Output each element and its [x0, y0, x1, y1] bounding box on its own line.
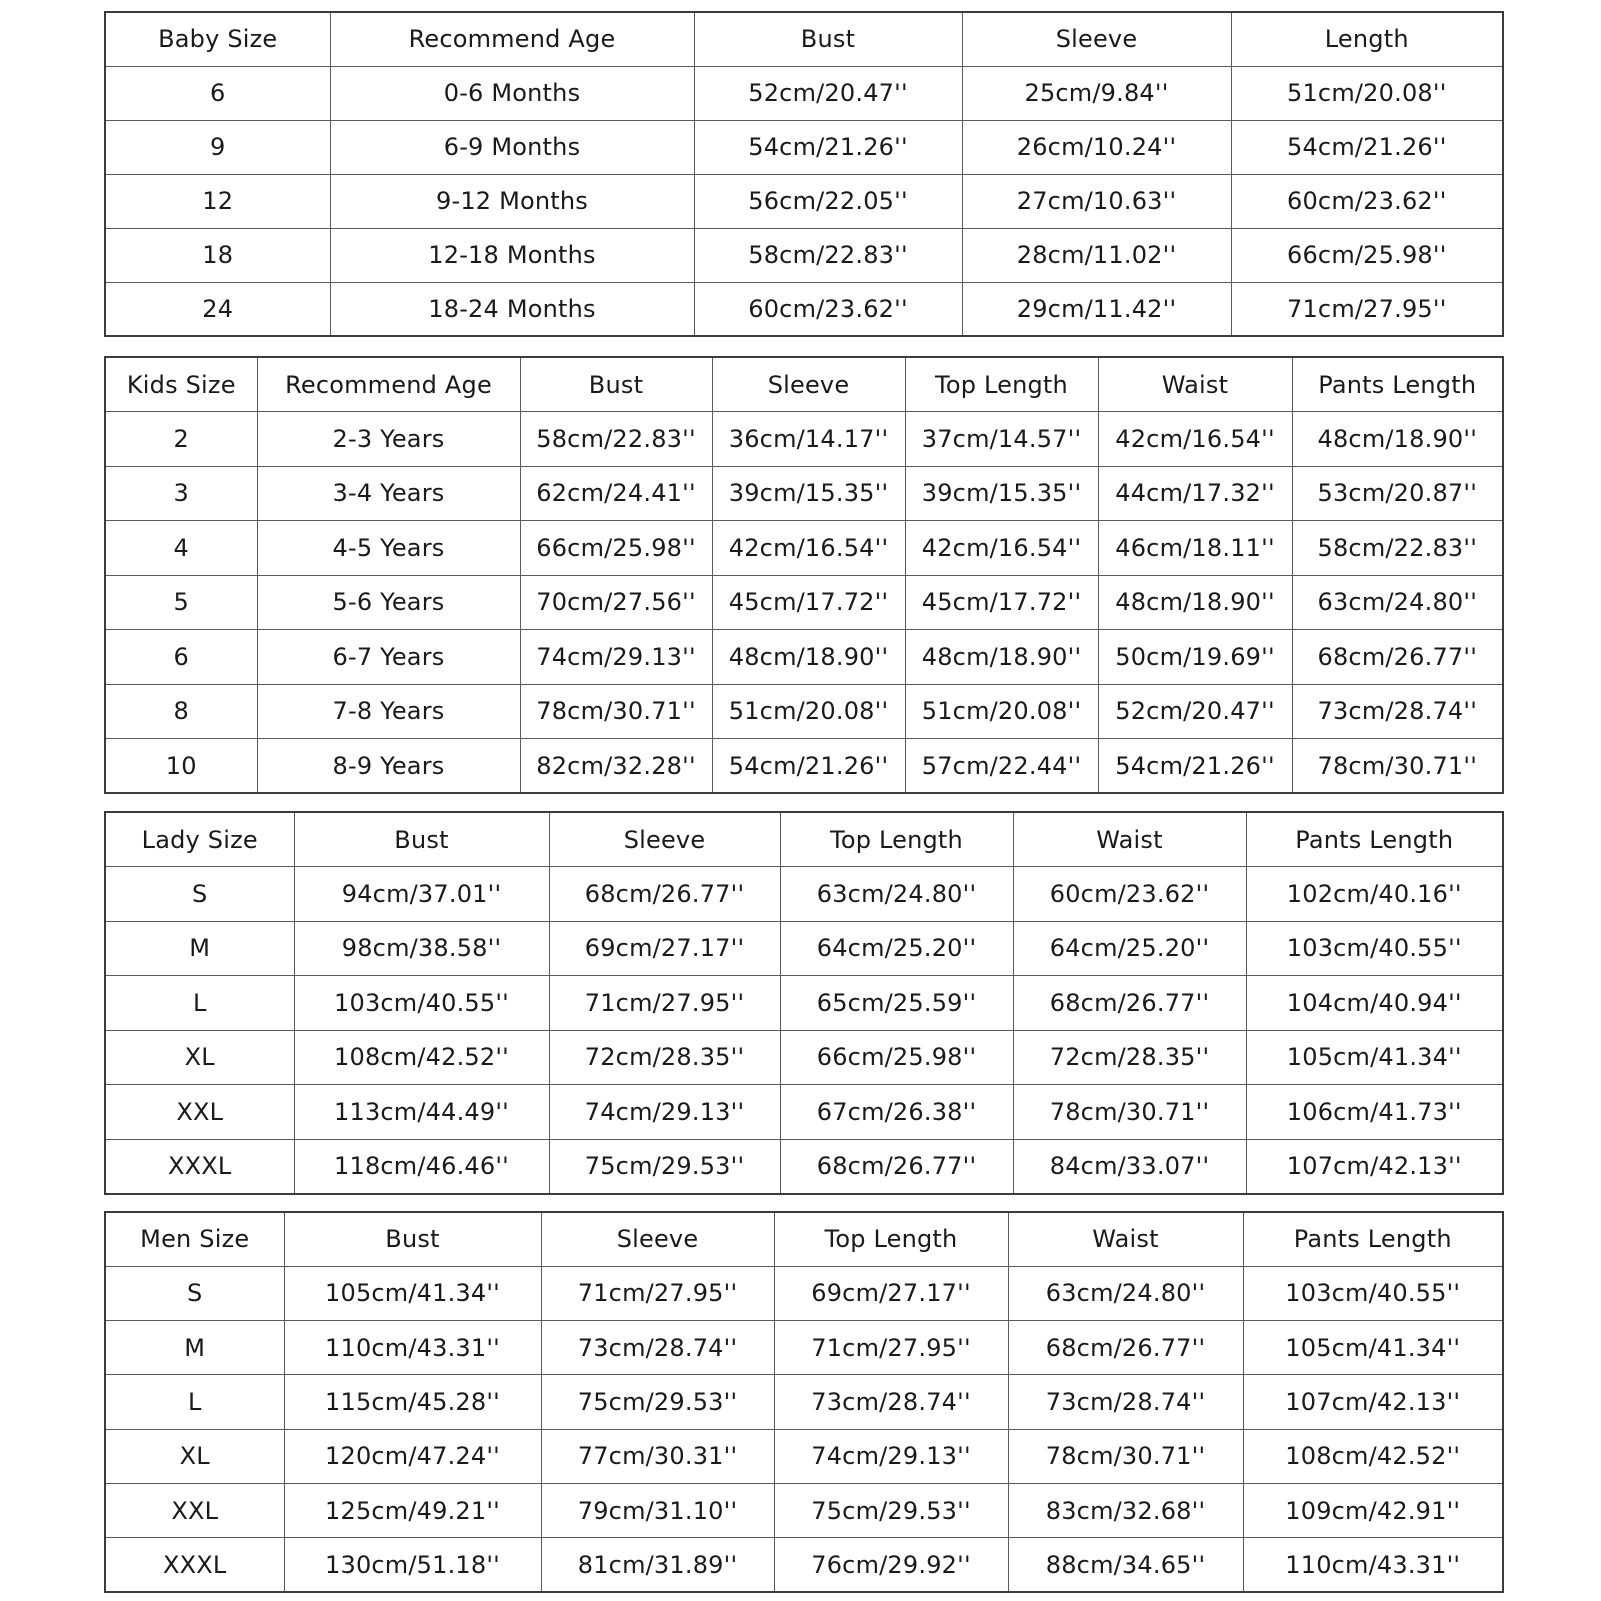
measurement-cell: 0-6 Months	[330, 66, 694, 120]
size-cell: L	[105, 1375, 284, 1429]
measurement-cell: 51cm/20.08''	[712, 684, 905, 739]
measurement-cell: 50cm/19.69''	[1098, 630, 1292, 685]
measurement-cell: 78cm/30.71''	[1008, 1429, 1243, 1483]
size-cell: 2	[105, 412, 257, 467]
table-row	[105, 282, 1503, 336]
size-cell: 6	[105, 66, 330, 120]
size-cell: 9	[105, 120, 330, 174]
measurement-cell: 102cm/40.16''	[1246, 867, 1503, 922]
table-row	[105, 739, 1503, 794]
table-row	[105, 1483, 1503, 1537]
table-row	[105, 412, 1503, 467]
lady-header-row	[105, 812, 1503, 867]
measurement-cell: 113cm/44.49''	[294, 1085, 549, 1140]
measurement-cell: 75cm/29.53''	[774, 1483, 1008, 1537]
measurement-cell: 42cm/16.54''	[712, 521, 905, 576]
size-cell: XXXL	[105, 1538, 284, 1592]
measurement-cell: 74cm/29.13''	[774, 1429, 1008, 1483]
measurement-cell: 26cm/10.24''	[962, 120, 1231, 174]
column-header: Bust	[294, 812, 549, 867]
size-cell: XL	[105, 1429, 284, 1483]
measurement-cell: 110cm/43.31''	[284, 1321, 541, 1375]
size-cell: 3	[105, 466, 257, 521]
kids-header-row	[105, 357, 1503, 412]
measurement-cell: 75cm/29.53''	[549, 1139, 780, 1194]
measurement-cell: 108cm/42.52''	[294, 1030, 549, 1085]
kids-size-table	[104, 356, 1504, 794]
measurement-cell: 27cm/10.63''	[962, 174, 1231, 228]
measurement-cell: 28cm/11.02''	[962, 228, 1231, 282]
measurement-cell: 42cm/16.54''	[1098, 412, 1292, 467]
baby-size-table	[104, 11, 1504, 337]
measurement-cell: 106cm/41.73''	[1246, 1085, 1503, 1140]
measurement-cell: 78cm/30.71''	[520, 684, 712, 739]
table-row	[105, 1429, 1503, 1483]
measurement-cell: 58cm/22.83''	[1292, 521, 1503, 576]
measurement-cell: 51cm/20.08''	[1231, 66, 1503, 120]
measurement-cell: 48cm/18.90''	[1292, 412, 1503, 467]
table-row	[105, 684, 1503, 739]
measurement-cell: 78cm/30.71''	[1013, 1085, 1246, 1140]
table-row	[105, 228, 1503, 282]
measurement-cell: 71cm/27.95''	[1231, 282, 1503, 336]
measurement-cell: 60cm/23.62''	[694, 282, 962, 336]
measurement-cell: 107cm/42.13''	[1243, 1375, 1503, 1429]
column-header: Sleeve	[549, 812, 780, 867]
table-row	[105, 1266, 1503, 1320]
measurement-cell: 105cm/41.34''	[1243, 1321, 1503, 1375]
measurement-cell: 64cm/25.20''	[780, 921, 1013, 976]
measurement-cell: 63cm/24.80''	[1292, 575, 1503, 630]
measurement-cell: 103cm/40.55''	[1243, 1266, 1503, 1320]
measurement-cell: 39cm/15.35''	[712, 466, 905, 521]
measurement-cell: 56cm/22.05''	[694, 174, 962, 228]
lady-size-table	[104, 811, 1504, 1195]
measurement-cell: 76cm/29.92''	[774, 1538, 1008, 1592]
column-header: Recommend Age	[330, 12, 694, 66]
measurement-cell: 42cm/16.54''	[905, 521, 1098, 576]
measurement-cell: 75cm/29.53''	[541, 1375, 774, 1429]
measurement-cell: 73cm/28.74''	[541, 1321, 774, 1375]
measurement-cell: 70cm/27.56''	[520, 575, 712, 630]
measurement-cell: 107cm/42.13''	[1246, 1139, 1503, 1194]
measurement-cell: 94cm/37.01''	[294, 867, 549, 922]
measurement-cell: 84cm/33.07''	[1013, 1139, 1246, 1194]
measurement-cell: 6-7 Years	[257, 630, 520, 685]
column-header: Bust	[520, 357, 712, 412]
measurement-cell: 46cm/18.11''	[1098, 521, 1292, 576]
measurement-cell: 2-3 Years	[257, 412, 520, 467]
measurement-cell: 52cm/20.47''	[1098, 684, 1292, 739]
size-cell: M	[105, 1321, 284, 1375]
measurement-cell: 130cm/51.18''	[284, 1538, 541, 1592]
measurement-cell: 67cm/26.38''	[780, 1085, 1013, 1140]
size-cell: 10	[105, 739, 257, 794]
table-row	[105, 466, 1503, 521]
measurement-cell: 12-18 Months	[330, 228, 694, 282]
measurement-cell: 29cm/11.42''	[962, 282, 1231, 336]
size-cell: 5	[105, 575, 257, 630]
measurement-cell: 105cm/41.34''	[1246, 1030, 1503, 1085]
measurement-cell: 48cm/18.90''	[905, 630, 1098, 685]
measurement-cell: 66cm/25.98''	[780, 1030, 1013, 1085]
measurement-cell: 109cm/42.91''	[1243, 1483, 1503, 1537]
size-cell: 8	[105, 684, 257, 739]
column-header: Pants Length	[1243, 1212, 1503, 1266]
measurement-cell: 63cm/24.80''	[780, 867, 1013, 922]
column-header: Sleeve	[962, 12, 1231, 66]
size-cell: 24	[105, 282, 330, 336]
measurement-cell: 88cm/34.65''	[1008, 1538, 1243, 1592]
measurement-cell: 54cm/21.26''	[712, 739, 905, 794]
measurement-cell: 52cm/20.47''	[694, 66, 962, 120]
measurement-cell: 68cm/26.77''	[1008, 1321, 1243, 1375]
measurement-cell: 25cm/9.84''	[962, 66, 1231, 120]
measurement-cell: 45cm/17.72''	[712, 575, 905, 630]
measurement-cell: 73cm/28.74''	[1008, 1375, 1243, 1429]
column-header: Bust	[284, 1212, 541, 1266]
table-row	[105, 575, 1503, 630]
table-row	[105, 120, 1503, 174]
column-header: Pants Length	[1292, 357, 1503, 412]
size-cell: S	[105, 1266, 284, 1320]
measurement-cell: 68cm/26.77''	[549, 867, 780, 922]
measurement-cell: 72cm/28.35''	[549, 1030, 780, 1085]
table-row	[105, 521, 1503, 576]
measurement-cell: 51cm/20.08''	[905, 684, 1098, 739]
table-row	[105, 1139, 1503, 1194]
table-row	[105, 1375, 1503, 1429]
measurement-cell: 66cm/25.98''	[1231, 228, 1503, 282]
size-cell: 6	[105, 630, 257, 685]
measurement-cell: 118cm/46.46''	[294, 1139, 549, 1194]
measurement-cell: 110cm/43.31''	[1243, 1538, 1503, 1592]
column-header: Recommend Age	[257, 357, 520, 412]
measurement-cell: 18-24 Months	[330, 282, 694, 336]
measurement-cell: 68cm/26.77''	[1292, 630, 1503, 685]
men-size-table	[104, 1211, 1504, 1593]
table-row	[105, 1321, 1503, 1375]
measurement-cell: 73cm/28.74''	[774, 1375, 1008, 1429]
table-row	[105, 174, 1503, 228]
table-row	[105, 976, 1503, 1031]
column-header: Waist	[1098, 357, 1292, 412]
table-row	[105, 1085, 1503, 1140]
measurement-cell: 6-9 Months	[330, 120, 694, 174]
measurement-cell: 54cm/21.26''	[1098, 739, 1292, 794]
measurement-cell: 73cm/28.74''	[1292, 684, 1503, 739]
column-header: Men Size	[105, 1212, 284, 1266]
column-header: Waist	[1008, 1212, 1243, 1266]
measurement-cell: 69cm/27.17''	[549, 921, 780, 976]
table-row	[105, 921, 1503, 976]
column-header: Length	[1231, 12, 1503, 66]
measurement-cell: 58cm/22.83''	[520, 412, 712, 467]
measurement-cell: 69cm/27.17''	[774, 1266, 1008, 1320]
measurement-cell: 74cm/29.13''	[549, 1085, 780, 1140]
measurement-cell: 39cm/15.35''	[905, 466, 1098, 521]
size-cell: XXL	[105, 1483, 284, 1537]
table-row	[105, 1538, 1503, 1592]
measurement-cell: 48cm/18.90''	[712, 630, 905, 685]
measurement-cell: 60cm/23.62''	[1231, 174, 1503, 228]
measurement-cell: 5-6 Years	[257, 575, 520, 630]
measurement-cell: 125cm/49.21''	[284, 1483, 541, 1537]
size-cell: XXL	[105, 1085, 294, 1140]
size-cell: 4	[105, 521, 257, 576]
measurement-cell: 48cm/18.90''	[1098, 575, 1292, 630]
measurement-cell: 83cm/32.68''	[1008, 1483, 1243, 1537]
measurement-cell: 104cm/40.94''	[1246, 976, 1503, 1031]
measurement-cell: 53cm/20.87''	[1292, 466, 1503, 521]
measurement-cell: 103cm/40.55''	[294, 976, 549, 1031]
column-header: Top Length	[905, 357, 1098, 412]
measurement-cell: 105cm/41.34''	[284, 1266, 541, 1320]
measurement-cell: 65cm/25.59''	[780, 976, 1013, 1031]
measurement-cell: 115cm/45.28''	[284, 1375, 541, 1429]
measurement-cell: 82cm/32.28''	[520, 739, 712, 794]
measurement-cell: 58cm/22.83''	[694, 228, 962, 282]
size-cell: 18	[105, 228, 330, 282]
measurement-cell: 63cm/24.80''	[1008, 1266, 1243, 1320]
measurement-cell: 9-12 Months	[330, 174, 694, 228]
column-header: Sleeve	[541, 1212, 774, 1266]
column-header: Lady Size	[105, 812, 294, 867]
men-header-row	[105, 1212, 1503, 1266]
table-row	[105, 1030, 1503, 1085]
measurement-cell: 8-9 Years	[257, 739, 520, 794]
measurement-cell: 45cm/17.72''	[905, 575, 1098, 630]
size-cell: S	[105, 867, 294, 922]
measurement-cell: 3-4 Years	[257, 466, 520, 521]
measurement-cell: 74cm/29.13''	[520, 630, 712, 685]
measurement-cell: 54cm/21.26''	[694, 120, 962, 174]
column-header: Waist	[1013, 812, 1246, 867]
measurement-cell: 68cm/26.77''	[780, 1139, 1013, 1194]
measurement-cell: 79cm/31.10''	[541, 1483, 774, 1537]
column-header: Top Length	[774, 1212, 1008, 1266]
measurement-cell: 62cm/24.41''	[520, 466, 712, 521]
measurement-cell: 36cm/14.17''	[712, 412, 905, 467]
measurement-cell: 44cm/17.32''	[1098, 466, 1292, 521]
measurement-cell: 66cm/25.98''	[520, 521, 712, 576]
table-row	[105, 66, 1503, 120]
size-cell: XXXL	[105, 1139, 294, 1194]
measurement-cell: 7-8 Years	[257, 684, 520, 739]
column-header: Sleeve	[712, 357, 905, 412]
measurement-cell: 71cm/27.95''	[541, 1266, 774, 1320]
measurement-cell: 71cm/27.95''	[774, 1321, 1008, 1375]
measurement-cell: 77cm/30.31''	[541, 1429, 774, 1483]
measurement-cell: 60cm/23.62''	[1013, 867, 1246, 922]
size-cell: M	[105, 921, 294, 976]
measurement-cell: 78cm/30.71''	[1292, 739, 1503, 794]
measurement-cell: 57cm/22.44''	[905, 739, 1098, 794]
measurement-cell: 98cm/38.58''	[294, 921, 549, 976]
measurement-cell: 37cm/14.57''	[905, 412, 1098, 467]
size-cell: 12	[105, 174, 330, 228]
measurement-cell: 120cm/47.24''	[284, 1429, 541, 1483]
column-header: Kids Size	[105, 357, 257, 412]
size-cell: L	[105, 976, 294, 1031]
table-row	[105, 630, 1503, 685]
column-header: Pants Length	[1246, 812, 1503, 867]
measurement-cell: 72cm/28.35''	[1013, 1030, 1246, 1085]
measurement-cell: 81cm/31.89''	[541, 1538, 774, 1592]
column-header: Baby Size	[105, 12, 330, 66]
measurement-cell: 4-5 Years	[257, 521, 520, 576]
measurement-cell: 108cm/42.52''	[1243, 1429, 1503, 1483]
measurement-cell: 71cm/27.95''	[549, 976, 780, 1031]
measurement-cell: 54cm/21.26''	[1231, 120, 1503, 174]
size-cell: XL	[105, 1030, 294, 1085]
table-row	[105, 867, 1503, 922]
column-header: Bust	[694, 12, 962, 66]
baby-header-row	[105, 12, 1503, 66]
measurement-cell: 68cm/26.77''	[1013, 976, 1246, 1031]
column-header: Top Length	[780, 812, 1013, 867]
measurement-cell: 103cm/40.55''	[1246, 921, 1503, 976]
measurement-cell: 64cm/25.20''	[1013, 921, 1246, 976]
